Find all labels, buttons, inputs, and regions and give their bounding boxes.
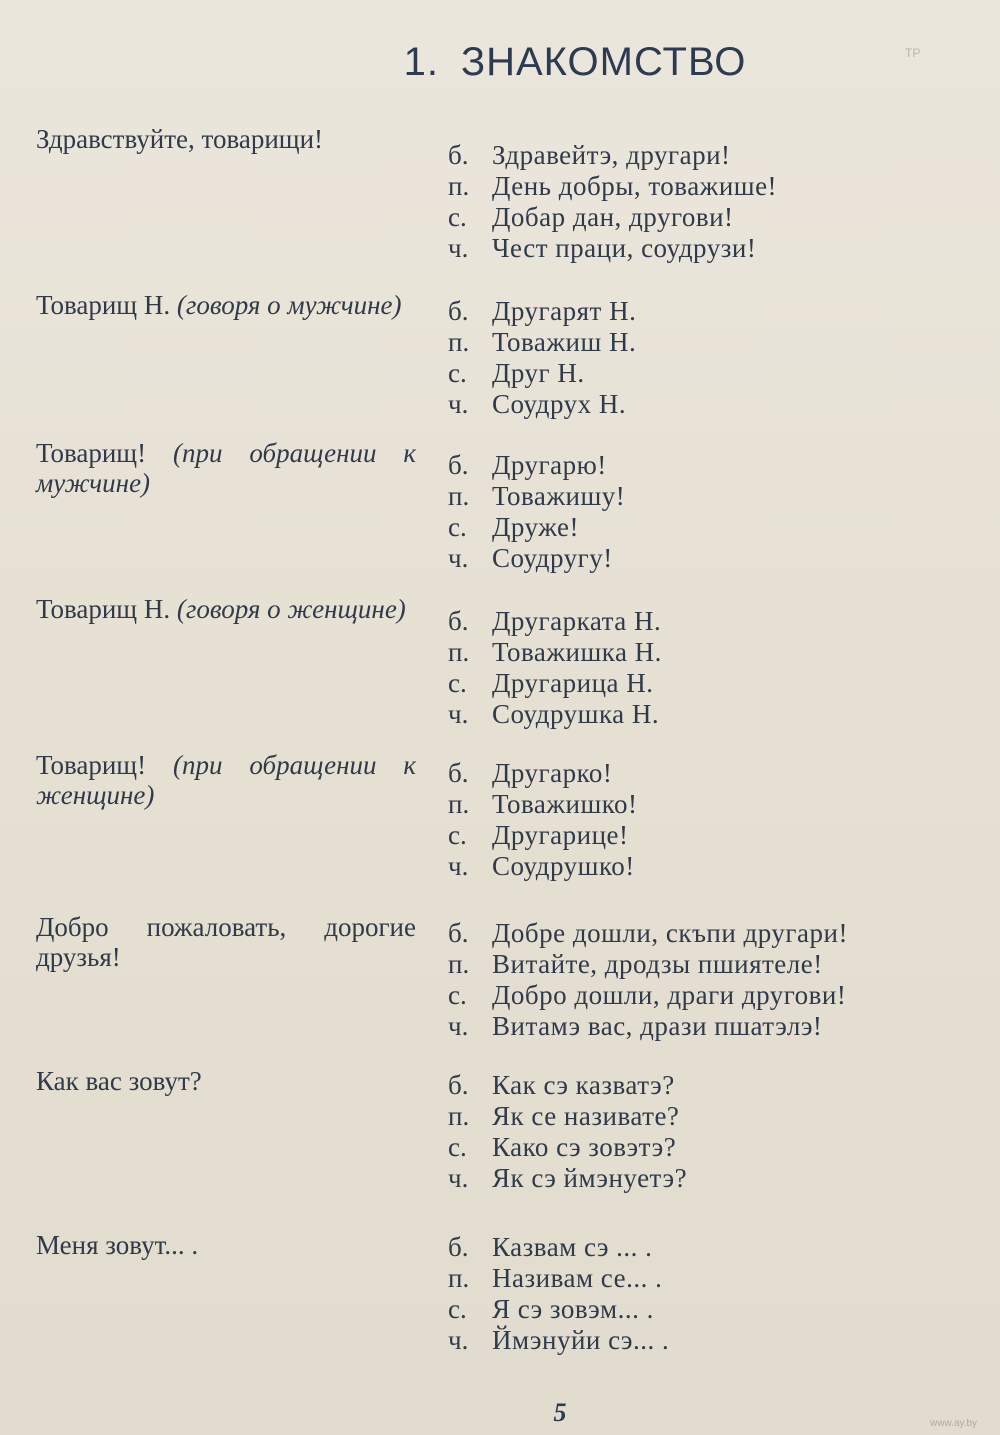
translation-line-bulgarian <box>448 606 988 637</box>
russian-phrase <box>36 438 416 498</box>
usage-note: (говоря о женщине) <box>176 594 406 624</box>
translation-line-polish <box>448 1101 988 1132</box>
translation-line-czech <box>448 1163 988 1194</box>
chapter-title-text: ЗНАКОМСТВО <box>460 40 747 84</box>
russian-text: Товарищ! <box>36 438 147 468</box>
translation-text: День добры, товажише! <box>492 171 778 201</box>
translation-text: Як сэ ймэнуетэ? <box>492 1163 688 1193</box>
translation-line-czech <box>448 851 988 882</box>
language-marker: ч. <box>448 1011 469 1041</box>
language-marker: б. <box>448 140 469 170</box>
translation-line-czech <box>448 699 988 730</box>
language-marker: п. <box>448 481 470 511</box>
translation-text: Како сэ зовэтэ? <box>492 1132 677 1162</box>
translation-line-polish <box>448 637 988 668</box>
russian-text: Меня зовут... . <box>36 1230 199 1260</box>
translation-line-czech <box>448 1325 988 1356</box>
language-marker: с. <box>448 202 467 232</box>
translation-text: Другарят Н. <box>492 296 637 326</box>
language-marker: с. <box>448 820 467 850</box>
language-marker: ч. <box>448 851 469 881</box>
translation-text: Чест праци, соудрузи! <box>492 233 757 263</box>
translation-line-serbian <box>448 1294 988 1325</box>
translations <box>448 1070 988 1194</box>
translation-line-polish <box>448 789 988 820</box>
translation-text: Товажиш Н. <box>492 327 637 357</box>
translation-line-czech <box>448 543 988 574</box>
usage-note: (говоря о мужчине) <box>176 290 402 320</box>
translation-line-polish <box>448 481 988 512</box>
translation-text: Як се називате? <box>492 1101 680 1131</box>
translation-text: Другарю! <box>492 450 607 480</box>
translation-text: Витайте, дродзы пшиятеле! <box>492 949 823 979</box>
russian-text: Добро пожаловать, дорогие друзья! <box>36 912 416 972</box>
translation-text: Казвам сэ ... . <box>492 1232 653 1262</box>
translations <box>448 296 988 420</box>
translations <box>448 1232 988 1356</box>
translation-line-bulgarian <box>448 1232 988 1263</box>
chapter-title <box>0 40 1000 85</box>
translations <box>448 606 988 730</box>
language-marker: б. <box>448 1070 469 1100</box>
language-marker: п. <box>448 1263 470 1293</box>
translation-text: Другарице! <box>492 820 629 850</box>
translation-line-polish <box>448 1263 988 1294</box>
translation-line-serbian <box>448 668 988 699</box>
chapter-number: 1. <box>403 40 439 84</box>
translation-text: Соудрушко! <box>492 851 635 881</box>
translation-text: Другарица Н. <box>492 668 654 698</box>
language-marker: п. <box>448 327 470 357</box>
translation-text: Товажишко! <box>492 789 638 819</box>
language-marker: с. <box>448 980 467 1010</box>
translation-line-bulgarian <box>448 758 988 789</box>
language-marker: ч. <box>448 1163 469 1193</box>
language-marker: б. <box>448 918 469 948</box>
translation-line-bulgarian <box>448 1070 988 1101</box>
language-marker: с. <box>448 512 467 542</box>
translation-line-serbian <box>448 358 988 389</box>
translation-text: Називам се... . <box>492 1263 663 1293</box>
russian-phrase <box>36 124 416 154</box>
translation-line-czech <box>448 233 988 264</box>
russian-text: Как вас зовут? <box>36 1066 202 1096</box>
translation-line-polish <box>448 327 988 358</box>
translation-text: Ймэнуйи сэ... . <box>492 1325 670 1355</box>
translation-line-serbian <box>448 512 988 543</box>
russian-text: Товарищ Н. <box>36 290 171 320</box>
translation-text: Соудругу! <box>492 543 613 573</box>
russian-text: Товарищ Н. <box>36 594 171 624</box>
russian-text: Здравствуйте, товарищи! <box>36 124 324 154</box>
translation-text: Другарката Н. <box>492 606 662 636</box>
language-marker: ч. <box>448 1325 469 1355</box>
translation-text: Я сэ зовэм... . <box>492 1294 654 1324</box>
language-marker: с. <box>448 1294 467 1324</box>
page-number: 5 <box>553 1398 567 1427</box>
language-marker: ч. <box>448 389 469 419</box>
language-marker: б. <box>448 606 469 636</box>
translation-line-bulgarian <box>448 450 988 481</box>
language-marker: с. <box>448 1132 467 1162</box>
translation-text: Друже! <box>492 512 579 542</box>
corner-mark: ТР <box>905 46 921 60</box>
translation-line-czech <box>448 1011 988 1042</box>
language-marker: с. <box>448 668 467 698</box>
language-marker: б. <box>448 1232 469 1262</box>
translation-line-serbian <box>448 820 988 851</box>
translation-line-polish <box>448 949 988 980</box>
translation-text: Друг Н. <box>492 358 585 388</box>
language-marker: б. <box>448 450 469 480</box>
language-marker: б. <box>448 296 469 326</box>
translations <box>448 450 988 574</box>
language-marker: б. <box>448 758 469 788</box>
russian-phrase <box>36 750 416 810</box>
translation-line-polish <box>448 171 988 202</box>
language-marker: п. <box>448 637 470 667</box>
translations <box>448 758 988 882</box>
language-marker: п. <box>448 171 470 201</box>
translation-line-serbian <box>448 980 988 1011</box>
language-marker: с. <box>448 358 467 388</box>
russian-phrase <box>36 290 416 320</box>
translation-text: Товажишу! <box>492 481 626 511</box>
translation-text: Добро дошли, драги другови! <box>492 980 847 1010</box>
translation-text: Витамэ вас, дрази пшатэлэ! <box>492 1011 823 1041</box>
watermark: www.ay.by <box>930 1418 978 1429</box>
translation-text: Соудрух Н. <box>492 389 627 419</box>
translation-text: Соудрушка Н. <box>492 699 660 729</box>
translation-line-serbian <box>448 202 988 233</box>
russian-phrase <box>36 912 416 972</box>
language-marker: ч. <box>448 699 469 729</box>
translation-line-serbian <box>448 1132 988 1163</box>
language-marker: п. <box>448 949 470 979</box>
usage-note: (при обращении к женщине) <box>36 750 417 810</box>
translation-text: Добар дан, другови! <box>492 202 734 232</box>
translation-line-bulgarian <box>448 140 988 171</box>
translation-line-bulgarian <box>448 296 988 327</box>
translation-text: Товажишка Н. <box>492 637 662 667</box>
language-marker: ч. <box>448 543 469 573</box>
translations <box>448 918 988 1042</box>
translation-text: Как сэ казватэ? <box>492 1070 675 1100</box>
usage-note: (при обращении к мужчине) <box>36 438 417 498</box>
russian-phrase <box>36 1230 416 1260</box>
russian-phrase <box>36 594 416 624</box>
translation-text: Добре дошли, скъпи другари! <box>492 918 848 948</box>
language-marker: ч. <box>448 233 469 263</box>
translations <box>448 140 988 264</box>
translation-line-czech <box>448 389 988 420</box>
language-marker: п. <box>448 789 470 819</box>
russian-text: Товарищ! <box>36 750 147 780</box>
translation-line-bulgarian <box>448 918 988 949</box>
russian-phrase <box>36 1066 416 1096</box>
translation-text: Другарко! <box>492 758 613 788</box>
translation-text: Здравейтэ, другари! <box>492 140 731 170</box>
language-marker: п. <box>448 1101 470 1131</box>
